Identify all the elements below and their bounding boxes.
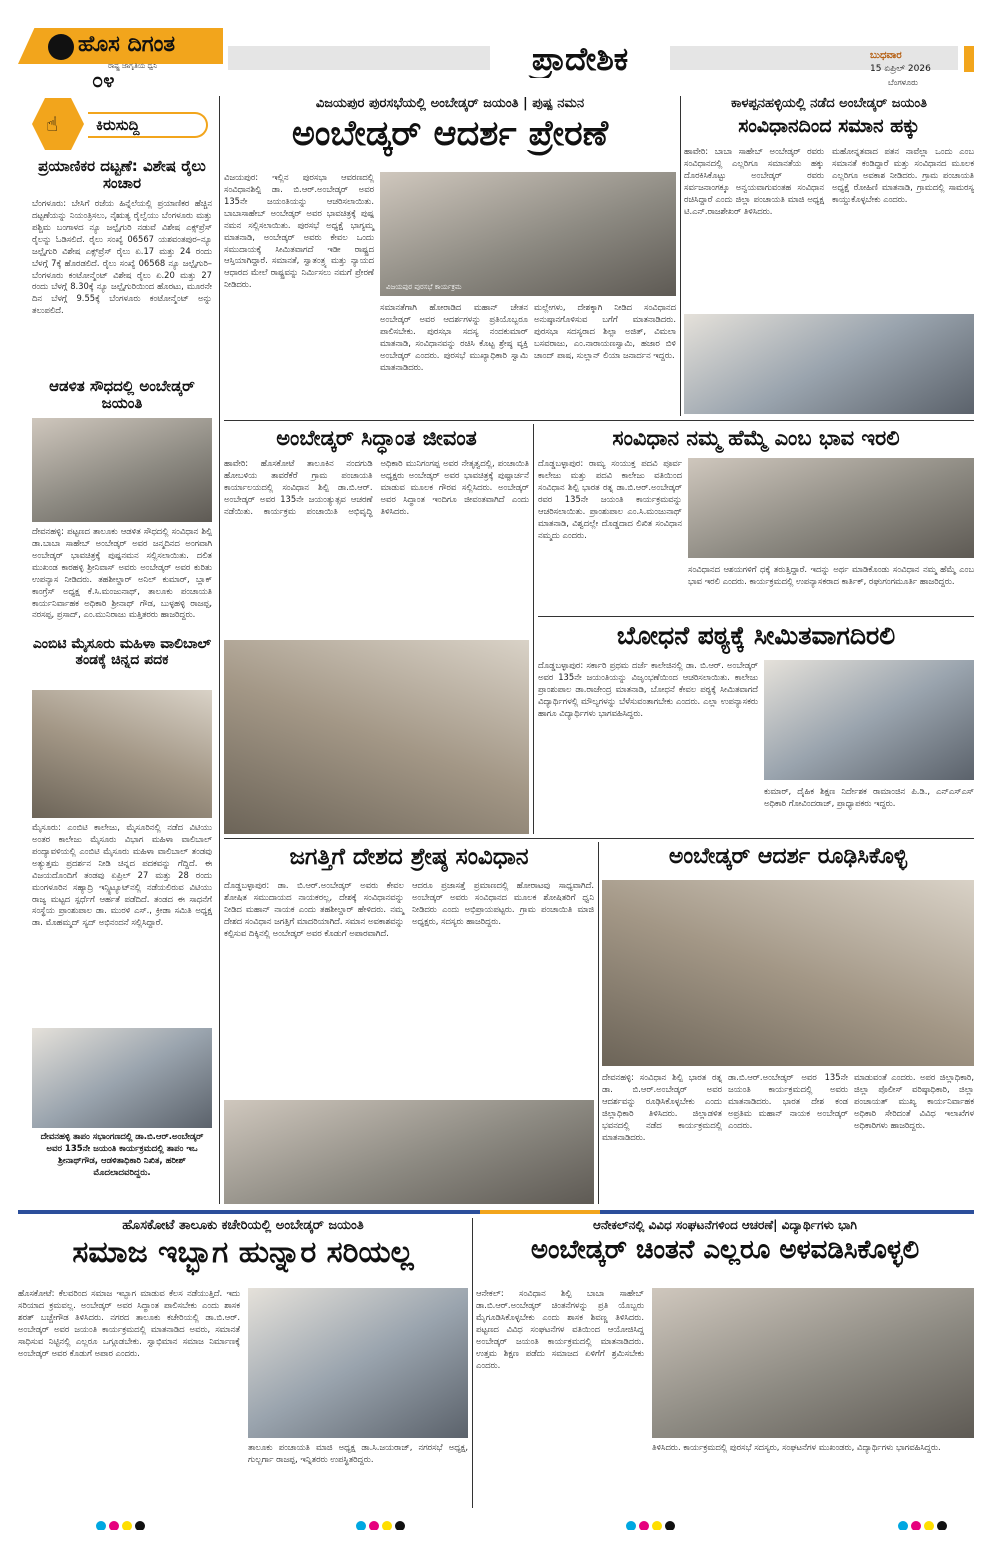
roodhisi-text-a: ದೇವನಹಳ್ಳಿ: ಸಂವಿಧಾನ ಶಿಲ್ಪಿ ಭಾರತ ರತ್ನ ಡಾ. ಬಿ.ಆರ್.ಅಂಬೇಡ್ಕರ್ ಅವರ ಆದರ್ಶವನ್ನು ರೂಢಿಸಿಕೊಳ್ಳಬೇಕು ಎಂದು ಜಿಲ್ಲಾಧಿಕಾರಿ ತಿಳಿಸಿದರು. ಜಿಲ್ಲಾಡಳಿತ ಭವನದಲ್ಲಿ ನಡೆದ ಕಾರ್ಯಕ್ರಮದಲ್ಲಿ ಮಾತನಾಡಿದರು. xyxy=(602,1072,722,1142)
hoskote-kicker: ಹೊಸಕೋಟೆ ತಾಲೂಕು ಕಚೇರಿಯಲ್ಲಿ ಅಂಬೇಡ್ಕರ್ ಜಯಂತಿ xyxy=(122,1218,364,1233)
kalappanahalli-headline: ಸಂವಿಧಾನದಿಂದ ಸಮಾನ ಹಕ್ಕು xyxy=(738,115,920,137)
hemme-text-b: ಸಂವಿಧಾನದ ಆಶಯಗಳಿಗೆ ಧಕ್ಕೆ ತರುತ್ತಿದ್ದಾರೆ. ಇದನ್ನು ಅರ್ಥ ಮಾಡಿಕೊಂಡು ಸಂವಿಧಾನ ನಮ್ಮ ಹೆಮ್ಮೆ ಎಂಬ ಭಾವ ಇರಲಿ ಎಂದರು. ಕಾರ್ಯಕ್ರಮದಲ್ಲಿ ಉಪನ್ಯಾಸಕರಾದ ಕಾರ್ತಿಕ್, ರಘುಗಂಗಮೂರ್ತಿ ಹಾಜರಿದ್ದರು. xyxy=(688,564,974,586)
story3-text: ಮೈಸೂರು: ಎಂಬಿಟಿ ಕಾಲೇಜು, ಮೈಸೂರಿನಲ್ಲಿ ನಡೆದ ವಿಟಿಯು ಅಂತರ ಕಾಲೇಜು ಮೈಸೂರು ವಿಭಾಗ ಮಹಿಳಾ ವಾಲಿಬಾಲ್ ಪಂದ್ಯಾವಳಿಯಲ್ಲಿ ಎಂಬಿಟಿ ಮೈಸೂರು ಮಹಿಳಾ ವಾಲಿಬಾಲ್ ತಂಡವು ಅತ್ಯುತ್ತಮ ಪ್ರದರ್ಶನ ನೀಡಿ ಚಿನ್ನದ ಪದಕವನ್ನು ಗೆದ್ದಿದೆ. ಈ ವಿಜಯದೊಂದಿಗೆ ತಂಡವು ಏಪ್ರಿಲ್ 27 ಮತ್ತು 28 ರಂದು ಮಂಗಳೂರಿನ ಸಹ್ಯಾದ್ರಿ ಇನ್ಸ್ಟಿಟ್ಯೂಟ್‌ನಲ್ಲಿ ನಡೆಯಲಿರುವ ವಿಟಿಯು ರಾಜ್ಯ ಮಟ್ಟದ ಸ್ಪರ್ಧೆಗೆ ಆರ್ಹತೆ ಪಡೆದಿದೆ. ತಂಡದ ಈ ಸಾಧನೆಗೆ ಸಂಸ್ಥೆಯ ಪ್ರಾಂಶುಪಾಲ ಡಾ. ಮುರಳಿ ಎಸ್., ಕ್ರೀಡಾ ಸಮಿತಿ ಅಧ್ಯಕ್ಷ ಡಾ. ಮೊಹಮ್ಮದ್ ಸ್ಯದ್ ಅಭಿನಂದನೆ ಸಲ್ಲಿಸಿದ್ದಾರೆ. xyxy=(32,822,212,928)
jagattu-text-a: ದೊಡ್ಡಬಳ್ಳಾಪುರ: ಡಾ. ಬಿ.ಆರ್.ಅಂಬೇಡ್ಕರ್ ಅವರು ಕೇವಲ ಶೋಷಿತ ಸಮುದಾಯದ ನಾಯಕರಲ್ಲ, ದೇಶಕ್ಕೆ ಸಂವಿಧಾನವನ್ನು ನೀಡಿದ ಮಹಾನ್ ನಾಯಕ ಎಂದು ತಹಶೀಲ್ದಾರ್ ಹೇಳಿದರು. ನಮ್ಮ ದೇಶದ ಸಂವಿಧಾನ ಜಗತ್ತಿಗೆ ಮಾದರಿಯಾಗಿದೆ. ಸಮಾನ ಅವಕಾಶವನ್ನು ಕಲ್ಪಿಸುವ ದಿಕ್ಕಿನಲ್ಲಿ ಅಂಬೇಡ್ಕರ್ ಅವರ ಕೊಡುಗೆ ಅಪಾರವಾಗಿದೆ. xyxy=(224,880,404,938)
vijayapura-text-b: ಸಮಾನತೆಗಾಗಿ ಹೋರಾಡಿದ ಮಹಾನ್ ಚೇತನ ಅಂಬೇಡ್ಕರ್ ಅವರ ಆದರ್ಶಗಳನ್ನು ಪ್ರತಿಯೊಬ್ಬರೂ ಪಾಲಿಸಬೇಕು. ಪುರಸಭಾ ಸದಸ್ಯ ನಂದಕುಮಾರ್ ಮಾತನಾಡಿ, ಸಂವಿಧಾನವನ್ನು ರಚಿಸಿ ಕೊಟ್ಟ ಶ್ರೇಷ್ಠ ವ್ಯಕ್ತಿ ಅಂಬೇಡ್ಕರ್ ಎಂದರು. ಪುರಸಭೆ ಮುಖ್ಯಾಧಿಕಾರಿ ಸ್ವಾಮಿ ಮಾತನಾಡಿದರು. xyxy=(380,302,528,372)
lamp-icon xyxy=(48,34,74,60)
anekal-text: ಆನೇಕಲ್: ಸಂವಿಧಾನ ಶಿಲ್ಪಿ ಬಾಬಾ ಸಾಹೇಬ್ ಡಾ.ಬಿ.ಆರ್.ಅಂಬೇಡ್ಕರ್ ಚಿಂತನೆಗಳನ್ನು ಪ್ರತಿ ಯೊಬ್ಬರು ಮೈಗೂಡಿಸಿಕೊಳ್ಳಬೇಕು ಎಂದು ಶಾಸಕ ಶಿವಣ್ಣ ತಿಳಿಸಿದರು. ಪಟ್ಟಣದ ವಿವಿಧ ಸಂಘಟನೆಗಳ ವತಿಯಿಂದ ಆಯೋಜಿಸಿದ್ದ ಅಂಬೇಡ್ಕರ್ ಜಯಂತಿ ಕಾರ್ಯಕ್ರಮದಲ್ಲಿ ಮಾತನಾಡಿದರು. ಉತ್ತಮ ಶಿಕ್ಷಣ ಪಡೆದು ಸಮಾಜದ ಏಳಿಗೆಗೆ ಶ್ರಮಿಸಬೇಕು ಎಂದರು. xyxy=(476,1288,644,1370)
date-full: 15 ಏಪ್ರಿಲ್ 2026 xyxy=(870,64,931,74)
hoskote-photo xyxy=(248,1288,468,1438)
story-hemme xyxy=(538,424,974,612)
story1-text: ಬೆಂಗಳೂರು: ಬೇಸಿಗೆ ರಜೆಯ ಹಿನ್ನೆಲೆಯಲ್ಲಿ ಪ್ರಯಾಣಿಕರ ಹೆಚ್ಚಿನ ದಟ್ಟಣೆಯನ್ನು ನಿಯಂತ್ರಿಸಲು, ನೈಋತ್ಯ ರೈಲ್ವೆಯು ಬೆಂಗಳೂರು ಮತ್ತು ಪಶ್ಚಿಮ ಬಂಗಾಳದ ನ್ಯೂ ಜಲ್ಪೈಗುರಿ ನಡುವೆ ವಿಶೇಷ ಎಕ್ಸ್‌ಪ್ರೆಸ್ ರೈಲನ್ನು ಓಡಿಸಲಿದೆ. ರೈಲು ಸಂಖ್ಯೆ 06567 ಯಶವಂತಪುರ–ನ್ಯೂ ಜಲ್ಪೈಗುರಿ ವಿಶೇಷ ಎಕ್ಸ್‌ಪ್ರೆಸ್ ರೈಲು ಏ.17 ಮತ್ತು 24 ರಂದು ಬೆಳಗ್ಗೆ 7ಕ್ಕೆ ಹೊರಡಲಿದೆ. ರೈಲು ಸಂಖ್ಯೆ 06568 ನ್ಯೂ ಜಲ್ಪೈಗುರಿ–ಬೆಂಗಳೂರು ಕಂಟೋನ್ಮೆಂಟ್ ವಿಶೇಷ ರೈಲು ಏ.20 ಮತ್ತು 27 ರಂದು ಬೆಳಗ್ಗೆ 8.30ಕ್ಕೆ ನ್ಯೂ ಜಲ್ಪೈಗುರಿಯಿಂದ ಹೊರಟು, ಮೂರನೇ ದಿನ ಬೆಳಗ್ಗೆ 9.55ಕ್ಕೆ ಬೆಂಗಳೂರು ಕಂಟೋನ್ಮೆಂಟ್ ಅನ್ನು ತಲುಪಲಿದೆ. xyxy=(32,198,212,316)
jagattu-photo xyxy=(224,1100,594,1204)
story4-caption: ದೇವನಹಳ್ಳಿ ತಾಪಂ ಸಭಾಂಗಣದಲ್ಲಿ ಡಾ.ಬಿ.ಆರ್.ಅಂಬೇಡ್ಕರ್ ಅವರ 135ನೇ ಜಯಂತಿ ಕಾರ್ಯಕ್ರಮದಲ್ಲಿ ತಾಪಂ ಇಒ ಶ್ರೀನಾಥ್‌ಗೌಡ, ಆಡಳಿತಾಧಿಕಾರಿ ನಿಖಿತ, ಹರೀಶ್ ಮೊದಲಾದವರಿದ್ದರು. xyxy=(40,1132,204,1178)
hemme-headline: ಸಂವಿಧಾನ ನಮ್ಮ ಹೆಮ್ಮೆ ಎಂಬ ಭಾವ ಇರಲಿ xyxy=(612,426,900,450)
vijayapura-kicker: ವಿಜಯಪುರ ಪುರಸಭೆಯಲ್ಲಿ ಅಂಬೇಡ್ಕರ್ ಜಯಂತಿ | ಪುಷ್ಪ ನಮನ xyxy=(315,96,585,111)
siddhanta-photo xyxy=(224,640,529,834)
jagattu-rule xyxy=(598,842,599,1204)
story2-headline: ಆಡಳಿತ ಸೌಧದಲ್ಲಿ ಅಂಬೇಡ್ಕರ್ ಜಯಂತಿ xyxy=(49,377,195,413)
row2-rule xyxy=(224,838,974,839)
registration-dots-2 xyxy=(356,1516,416,1530)
siddhanta-headline: ಅಂಬೇಡ್ಕರ್ ಸಿದ್ಧಾಂತ ಜೀವಂತ xyxy=(276,426,477,450)
story2-text: ದೇವನಹಳ್ಳಿ: ಪಟ್ಟಣದ ತಾಲೂಕು ಆಡಳಿತ ಸೌಧದಲ್ಲಿ ಸಂವಿಧಾನ ಶಿಲ್ಪಿ ಡಾ.ಬಾಬಾ ಸಾಹೇಬ್ ಅಂಬೇಡ್ಕರ್ ಅವರ ಜನ್ಮದಿನದ ಅಂಗವಾಗಿ ಅಂಬೇಡ್ಕರ್ ಭಾವಚಿತ್ರಕ್ಕೆ ಪುಷ್ಪನಮನ ಸಲ್ಲಿಸಲಾಯಿತು. ದಲಿತ ಮುಖಂಡ ಕಾರಹಳ್ಳಿ ಶ್ರೀನಿವಾಸ್ ಅವರು ಅಂಬೇಡ್ಕರ್ ಅವರ ಕುರಿತು ಉಪನ್ಯಾಸ ನೀಡಿದರು. ತಹಶೀಲ್ದಾರ್ ಅನಿಲ್ ಕುಮಾರ್, ಬ್ಲಾಕ್ ಕಾಂಗ್ರೆಸ್ ಅಧ್ಯಕ್ಷ ಕೆ.ಸಿ.ಮಂಜುನಾಥ್, ತಾಲೂಕು ಪಂಚಾಯತಿ ಕಾರ್ಯನಿರ್ವಾಹಕ ಅಧಿಕಾರಿ ಶ್ರೀನಾಥ್ ಗೌಡ, ಬುಳ್ಳಹಳ್ಳಿ ರಾಜಪ್ಪ, ನರಸಪ್ಪ, ಪ್ರಸಾದ್, ಎಂ.ಮುನಿರಾಜು ಮತ್ತಿತರರು ಹಾಜರಿದ್ದರು. xyxy=(32,526,212,620)
left-column-rule xyxy=(219,96,220,1204)
date-city: ಬೆಂಗಳೂರು xyxy=(888,78,918,87)
vijayapura-text-c: ಮಲ್ಲೇಗಳು, ದೇಶಕ್ಕಾಗಿ ನೀಡಿದ ಸಂವಿಧಾನದ ಅನುಷ್ಠಾನಗೊಳಿಸುವ ಬಗೆಗೆ ಮಾತನಾಡಿದರು. ಪುರಸಭಾ ಸದಸ್ಯರಾದ ಶಿಲ್ಪಾ ಅಜಿತ್, ವಿಮಲಾ ಬಸವರಾಜು, ಎಂ.ನಾರಾಯಣಸ್ವಾಮಿ, ಹಜಾರ ಬಿಳಿ ಚಾಂದ್ ಪಾಷ, ಸುಲ್ಲಾನ್ ಲಿಯಾ ಜನಾರ್ದನ ಇದ್ದರು. xyxy=(534,302,676,360)
date-day: ಬುಧವಾರ xyxy=(870,50,902,61)
story3-photo xyxy=(32,690,212,818)
section-title: ಪ್ರಾದೇಶಿಕ xyxy=(490,38,670,78)
story-jagattu xyxy=(224,842,594,1204)
kirusuddi-label: ಕಿರುಸುದ್ದಿ xyxy=(88,112,208,138)
story-vijayapura xyxy=(224,96,676,416)
hoskote-headline: ಸಮಾಜ ಇಬ್ಭಾಗ ಹುನ್ನಾರ ಸರಿಯಲ್ಲ xyxy=(72,1235,414,1270)
story3-headline: ಎಂಬಿಟಿ ಮೈಸೂರು ಮಹಿಳಾ ವಾಲಿಬಾಲ್ ತಂಡಕ್ಕೆ ಚಿನ್ನದ ಪದಕ xyxy=(32,636,212,669)
anekal-photo xyxy=(652,1288,974,1438)
roodhisi-photo xyxy=(602,880,974,1066)
vijayapura-headline: ಅಂಬೇಡ್ಕರ್ ಆದರ್ಶ ಪ್ರೇರಣೆ xyxy=(291,114,609,154)
hemme-photo xyxy=(688,458,974,558)
story-hoskote xyxy=(18,1218,468,1508)
bodhane-headline: ಬೋಧನೆ ಪಠ್ಯಕ್ಕೆ ಸೀಮಿತವಾಗದಿರಲಿ xyxy=(616,621,896,650)
hand-icon: ☝ xyxy=(46,112,59,136)
story1-headline: ಪ್ರಯಾಣಿಕರ ದಟ್ಟಣೆ: ವಿಶೇಷ ರೈಲು ಸಂಚಾರ xyxy=(38,157,206,193)
bodhane-text: ದೊಡ್ಡಬಳ್ಳಾಪುರ: ಸರ್ಕಾರಿ ಪ್ರಥಮ ದರ್ಜೆ ಕಾಲೇಜಿನಲ್ಲಿ ಡಾ. ಬಿ.ಆರ್. ಅಂಬೇಡ್ಕರ್ ಅವರ 135ನೇ ಜಯಂತಿಯನ್ನು ವಿಜೃಂಭಣೆಯಿಂದ ಆಚರಿಸಲಾಯಿತು. ಕಾಲೇಜು ಪ್ರಾಂಶುಪಾಲ ಡಾ.ರಾಜೇಂದ್ರ ಮಾತನಾಡಿ, ಬೋಧನೆ ಕೇವಲ ಪಠ್ಯಕ್ಕೆ ಸೀಮಿತವಾಗದೆ ವಿದ್ಯಾರ್ಥಿಗಳಲ್ಲಿ ಮೌಲ್ಯಗಳನ್ನು ಬೆಳೆಸುವಂತಾಗಬೇಕು ಎಂದರು. ಎಲ್ಲಾ ಉಪನ್ಯಾಸಕರು ಹಾಗೂ ವಿದ್ಯಾರ್ಥಿಗಳು ಭಾಗವಹಿಸಿದ್ದರು. xyxy=(538,660,758,718)
anekal-caption: ತಿಳಿಸಿದರು. ಕಾರ್ಯಕ್ರಮದಲ್ಲಿ ಪುರಸಭೆ ಸದಸ್ಯರು, ಸಂಘಟನೆಗಳ ಮುಖಂಡರು, ವಿದ್ಯಾರ್ಥಿಗಳು ಭಾಗವಹಿಸಿದ್ದರು. xyxy=(652,1442,941,1452)
jagattu-text-b: ಆದರೂ ಪ್ರಜಾಸತ್ತೆ ಪ್ರಮಾಣದಲ್ಲಿ ಹೋರಾಟವು ಸಾಧ್ಯವಾಗಿದೆ. ಅಂಬೇಡ್ಕರ್ ಅವರು ಸಂವಿಧಾನದ ಮೂಲಕ ಶೋಷಿತರಿಗೆ ಧ್ವನಿ ನೀಡಿದರು ಎಂದು ಅಭಿಪ್ರಾಯಪಟ್ಟರು. ಗ್ರಾಮ ಪಂಚಾಯಿತಿ ಮಾಜಿ ಅಧ್ಯಕ್ಷರು, ಸದಸ್ಯರು ಹಾಜರಿದ್ದರು. xyxy=(412,880,594,926)
hoskote-rule xyxy=(472,1218,473,1508)
story4-photo xyxy=(32,1028,212,1128)
bodhane-caption: ಕುಮಾರ್, ದೈಹಿಕ ಶಿಕ್ಷಣ ನಿರ್ದೇಶಕ ರಾಮಾಂಜಿನ ಪಿ.ಡಿ., ಎನ್‌ಎಸ್‌ಎಸ್ ಅಧಿಕಾರಿ ಗೋವಿಂದರಾಜ್, ಪ್ರಾಧ್ಯಾಪಕರು ಇದ್ದರು. xyxy=(764,786,974,808)
vijayapura-photo xyxy=(380,172,676,296)
registration-dots-4 xyxy=(898,1516,958,1530)
bodhane-photo xyxy=(764,660,974,780)
siddhanta-text: ಹಾವೇರಿ: ಹೊಸಕೋಟೆ ತಾಲೂಕಿನ ನಂದಗುಡಿ ಹೋಬಳಿಯ ತಾವರೆಕೆರೆ ಗ್ರಾಮ ಪಂಚಾಯತಿ ಕಾರ್ಯಾಲಯದಲ್ಲಿ ಸಂವಿಧಾನ ಶಿಲ್ಪಿ ಡಾ.ಬಿ.ಆರ್. ಅಂಬೇಡ್ಕರ್ ಅವರ 135ನೇ ಜಯಂತ್ಯುತ್ಸವ ಆಚರಣೆ ನಡೆಯಿತು. ಕಾರ್ಯಕ್ರಮ ಪಂಚಾಯಿತಿ ಅಭಿವೃದ್ಧಿ ಅಧಿಕಾರಿ ಮುನಿಗಂಗಪ್ಪ ಅವರ ನೇತೃತ್ವದಲ್ಲಿ, ಪಂಚಾಯಿತಿ ಅಧ್ಯಕ್ಷರು ಅಂಬೇಡ್ಕರ್ ಅವರ ಭಾವಚಿತ್ರಕ್ಕೆ ಪುಷ್ಪಾರ್ಚನೆ ಮಾಡುವ ಮೂಲಕ ಗೌರವ ಸಲ್ಲಿಸಿದರು. ಅಂಬೇಡ್ಕರ್ ಅವರ ಸಿದ್ಧಾಂತ ಇಂದಿಗೂ ಜೀವಂತವಾಗಿದೆ ಎಂದು ತಿಳಿಸಿದರು. xyxy=(224,458,529,516)
registration-dots-1 xyxy=(96,1516,156,1530)
story2-photo xyxy=(32,418,212,522)
anekal-headline: ಅಂಬೇಡ್ಕರ್ ಚಿಂತನೆ ಎಲ್ಲರೂ ಅಳವಡಿಸಿಕೊಳ್ಳಲಿ xyxy=(530,1235,920,1265)
kalappanahalli-photo xyxy=(684,314,974,414)
jagattu-headline: ಜಗತ್ತಿಗೆ ದೇಶದ ಶ್ರೇಷ್ಠ ಸಂವಿಧಾನ xyxy=(289,844,529,870)
hemme-text-a: ದೊಡ್ಡಬಳ್ಳಾಪುರ: ರಾಮ್ಯ ಸಂಯುಕ್ತ ಪದವಿ ಪೂರ್ವ ಕಾಲೇಜು ಮತ್ತು ಪದವಿ ಕಾಲೇಜು ವತಿಯಿಂದ ಸಂವಿಧಾನ ಶಿಲ್ಪಿ ಭಾರತ ರತ್ನ ಡಾ.ಬಿ.ಆರ್.ಅಂಬೇಡ್ಕರ್ ರವರ 135ನೇ ಜಯಂತಿ ಕಾರ್ಯಕ್ರಮವನ್ನು ಆಚರಿಸಲಾಯಿತು. ಪ್ರಾಂಶುಪಾಲ ಎಂ.ಸಿ.ಮಂಜುನಾಥ್ ಮಾತನಾಡಿ, ವಿಶ್ವದಲ್ಲೇ ದೊಡ್ಡದಾದ ಲಿಖಿತ ಸಂವಿಧಾನ ನಮ್ಮದು ಎಂದರು. xyxy=(538,458,682,540)
kalappanahalli-text-b: ಮಹೋನ್ನತವಾದ ಪತನ ನಾವೆಲ್ಲಾ ಒಂದು ಎಂಬ ಸಮಾನತೆ ಕಂಡಿದ್ದಾರೆ ಮತ್ತು ಸಂವಿಧಾನದ ಮೂಲಕ ಎಲ್ಲರಿಗೂ ಅವಕಾಶ ನೀಡಿದರು. ಗ್ರಾಮ ಪಂಚಾಯತಿ ಅಧ್ಯಕ್ಷೆ ರೋಹಿಣಿ ಮಾತನಾಡಿ, ಗ್ರಾಮದಲ್ಲಿ ಸಾಮರಸ್ಯ ಕಾಯ್ದುಕೊಳ್ಳಬೇಕು ಎಂದರು. xyxy=(832,146,974,204)
vijayapura-photo-label: ವಿಜಯಪುರ ಪುರಸಭೆ ಕಾರ್ಯಕ್ರಮ xyxy=(386,283,462,291)
story-anekal xyxy=(476,1218,974,1508)
story-bodhane xyxy=(538,620,974,834)
logo-text: ಹೊಸ ದಿಗಂತ xyxy=(78,32,176,57)
registration-dots-3 xyxy=(626,1516,686,1530)
siddhanta-rule xyxy=(533,424,534,834)
anekal-kicker: ಆನೇಕಲ್‌ನಲ್ಲಿ ವಿವಿಧ ಸಂಘಟನೆಗಳಿಂದ ಆಚರಣೆ| ವಿದ್ಯಾರ್ಥಿಗಳು ಭಾಗಿ xyxy=(592,1218,857,1232)
story-kalappanahalli xyxy=(684,96,974,416)
hoskote-caption: ತಾಲೂಕು ಪಂಚಾಯತಿ ಮಾಜಿ ಅಧ್ಯಕ್ಷ ಡಾ.ಸಿ.ಜಯರಾಜ್, ನಗರಸಭೆ ಅಧ್ಯಕ್ಷ, ಗುಲ್ಬರ್ಗಾ ರಾಜಪ್ಪ, ಇನ್ನಿತರರು ಉಪಸ್ಥಿತರಿದ್ದರು. xyxy=(248,1442,468,1464)
masthead-logo xyxy=(18,28,223,92)
vijayapura-text-a: ವಿಜಯಪುರ: ಇಲ್ಲಿನ ಪುರಸಭಾ ಆವರಣದಲ್ಲಿ ಸಂವಿಧಾನಶಿಲ್ಪಿ ಡಾ. ಬಿ.ಆರ್.ಅಂಬೇಡ್ಕರ್ ಅವರ 135ನೇ ಜಯಂತಿಯನ್ನು ಆಚರಿಸಲಾಯಿತು. ಬಾಬಾಸಾಹೇಬ್ ಅಂಬೇಡ್ಕರ್ ಅವರ ಭಾವಚಿತ್ರಕ್ಕೆ ಪುಷ್ಪ ನಮನ ಸಲ್ಲಿಸಲಾಯಿತು. ಪುರಸಭೆ ಅಧ್ಯಕ್ಷೆ ಭಾಗ್ಯಮ್ಮ ಮಾತನಾಡಿ, ಅಂಬೇಡ್ಕರ್ ಅವರು ಕೇವಲ ಒಂದು ಸಮುದಾಯಕ್ಕೆ ಸೀಮಿತವಾಗದೆ ಇಡೀ ರಾಷ್ಟ್ರದ ಆಸ್ತಿಯಾಗಿದ್ದಾರೆ. ಸಮಾನತೆ, ಸ್ವಾತಂತ್ರ್ಯ ಮತ್ತು ನ್ಯಾಯದ ಆಧಾರದ ಮೇಲೆ ರಾಷ್ಟ್ರವನ್ನು ನಿರ್ಮಿಸಲು ನಮಗೆ ಪ್ರೇರಣೆ ನೀಡಿದರು. xyxy=(224,172,374,290)
roodhisi-text-b: ಡಾ.ಬಿ.ಆರ್.ಅಂಬೇಡ್ಕರ್ ಅವರ 135ನೇ ಜಯಂತಿ ಕಾರ್ಯಕ್ರಮದಲ್ಲಿ ಅವರು ಮಾತನಾಡಿದರು. ಭಾರತ ದೇಶ ಕಂಡ ಅಪ್ರತಿಮ ಮಹಾನ್ ನಾಯಕ ಅಂಬೇಡ್ಕರ್ ಎಂದರು. xyxy=(728,1072,848,1130)
roodhisi-text-c: ಮಾಡುವಂತೆ ಎಂದರು. ಅಪರ ಜಿಲ್ಲಾಧಿಕಾರಿ, ಜಿಲ್ಲಾ ಪೊಲೀಸ್ ವರಿಷ್ಠಾಧಿಕಾರಿ, ಜಿಲ್ಲಾ ಪಂಚಾಯತ್ ಮುಖ್ಯ ಕಾರ್ಯನಿರ್ವಾಹಕ ಅಧಿಕಾರಿ ಸೇರಿದಂತೆ ವಿವಿಧ ಇಲಾಖೆಗಳ ಅಧಿಕಾರಿಗಳು ಹಾಜರಿದ್ದರು. xyxy=(854,1072,974,1130)
vijayapura-rule xyxy=(680,96,681,416)
hemme-rule xyxy=(538,616,974,617)
hoskote-text: ಹೊಸಕೋಟೆ: ಕೆಲವರಿಂದ ಸಮಾಜ ಇಬ್ಭಾಗ ಮಾಡುವ ಕೆಲಸ ನಡೆಯುತ್ತಿದೆ. ಇದು ಸರಿಯಾದ ಕ್ರಮವಲ್ಲ. ಅಂಬೇಡ್ಕರ್ ಅವರ ಸಿದ್ಧಾಂತ ಪಾಲಿಸಬೇಕು ಎಂದು ಶಾಸಕ ಶರತ್ ಬಚ್ಚೇಗೌಡ ತಿಳಿಸಿದರು. ನಗರದ ತಾಲೂಕು ಕಚೇರಿಯಲ್ಲಿ ಡಾ.ಬಿ.ಆರ್. ಅಂಬೇಡ್ಕರ್ ಅವರ ಜಯಂತಿ ಕಾರ್ಯಕ್ರಮದಲ್ಲಿ ಮಾತನಾಡಿದ ಅವರು, ಸಮಾನತೆ ಸಾಧಿಸುವ ನಿಟ್ಟಿನಲ್ಲಿ ಎಲ್ಲರೂ ಒಗ್ಗೂಡಬೇಕು. ಸ್ವಾಭಿಮಾನ ಸಮಾಜ ನಿರ್ಮಾಣಕ್ಕೆ ಅಂಬೇಡ್ಕರ್ ಅವರ ಕೊಡುಗೆ ಅಪಾರ ಎಂದರು. xyxy=(18,1288,240,1358)
logo-tagline: ರಾಷ್ಟ್ರ ಜಾಗೃತಿಯ ಧ್ವನಿ xyxy=(108,62,158,70)
story-roodhisi xyxy=(602,842,974,1204)
kalappanahalli-kicker: ಕಾಳಪ್ಪನಹಳ್ಳಿಯಲ್ಲಿ ನಡೆದ ಅಂಬೇಡ್ಕರ್ ಜಯಂತಿ xyxy=(730,96,928,111)
kalappanahalli-text-a: ಹಾವೇರಿ: ಬಾಬಾ ಸಾಹೇಬ್ ಅಂಬೇಡ್ಕರ್ ರವರು ಸಂವಿಧಾನದಲ್ಲಿ ಎಲ್ಲರಿಗೂ ಸಮಾನತೆಯ ಹಕ್ಕು ದೊರಕಿಸಿಕೊಟ್ಟು ಅಂಬೇಡ್ಕರ್ ರವರು ಸರ್ವಜನಾಂಗಕ್ಕೂ ಅನ್ವಯವಾಗುವಂತಹ ಸಂವಿಧಾನ ರಚಿಸಿದ್ದಾರೆ ಎಂದು ಜಿಲ್ಲಾ ಪಂಚಾಯತಿ ಮಾಜಿ ಅಧ್ಯಕ್ಷ ಟಿ.ಎನ್.ರಾಜಶೇಖರ್ ತಿಳಿಸಿದರು. xyxy=(684,146,824,216)
page-number: ೦೪ xyxy=(92,68,115,92)
story-siddhanta xyxy=(224,424,529,834)
masthead-accent xyxy=(964,46,974,72)
row1-rule xyxy=(224,420,974,421)
roodhisi-headline: ಅಂಬೇಡ್ಕರ್ ಆದರ್ಶ ರೂಢಿಸಿಕೊಳ್ಳಿ xyxy=(668,844,908,869)
bottom-band-accent xyxy=(480,1210,600,1214)
